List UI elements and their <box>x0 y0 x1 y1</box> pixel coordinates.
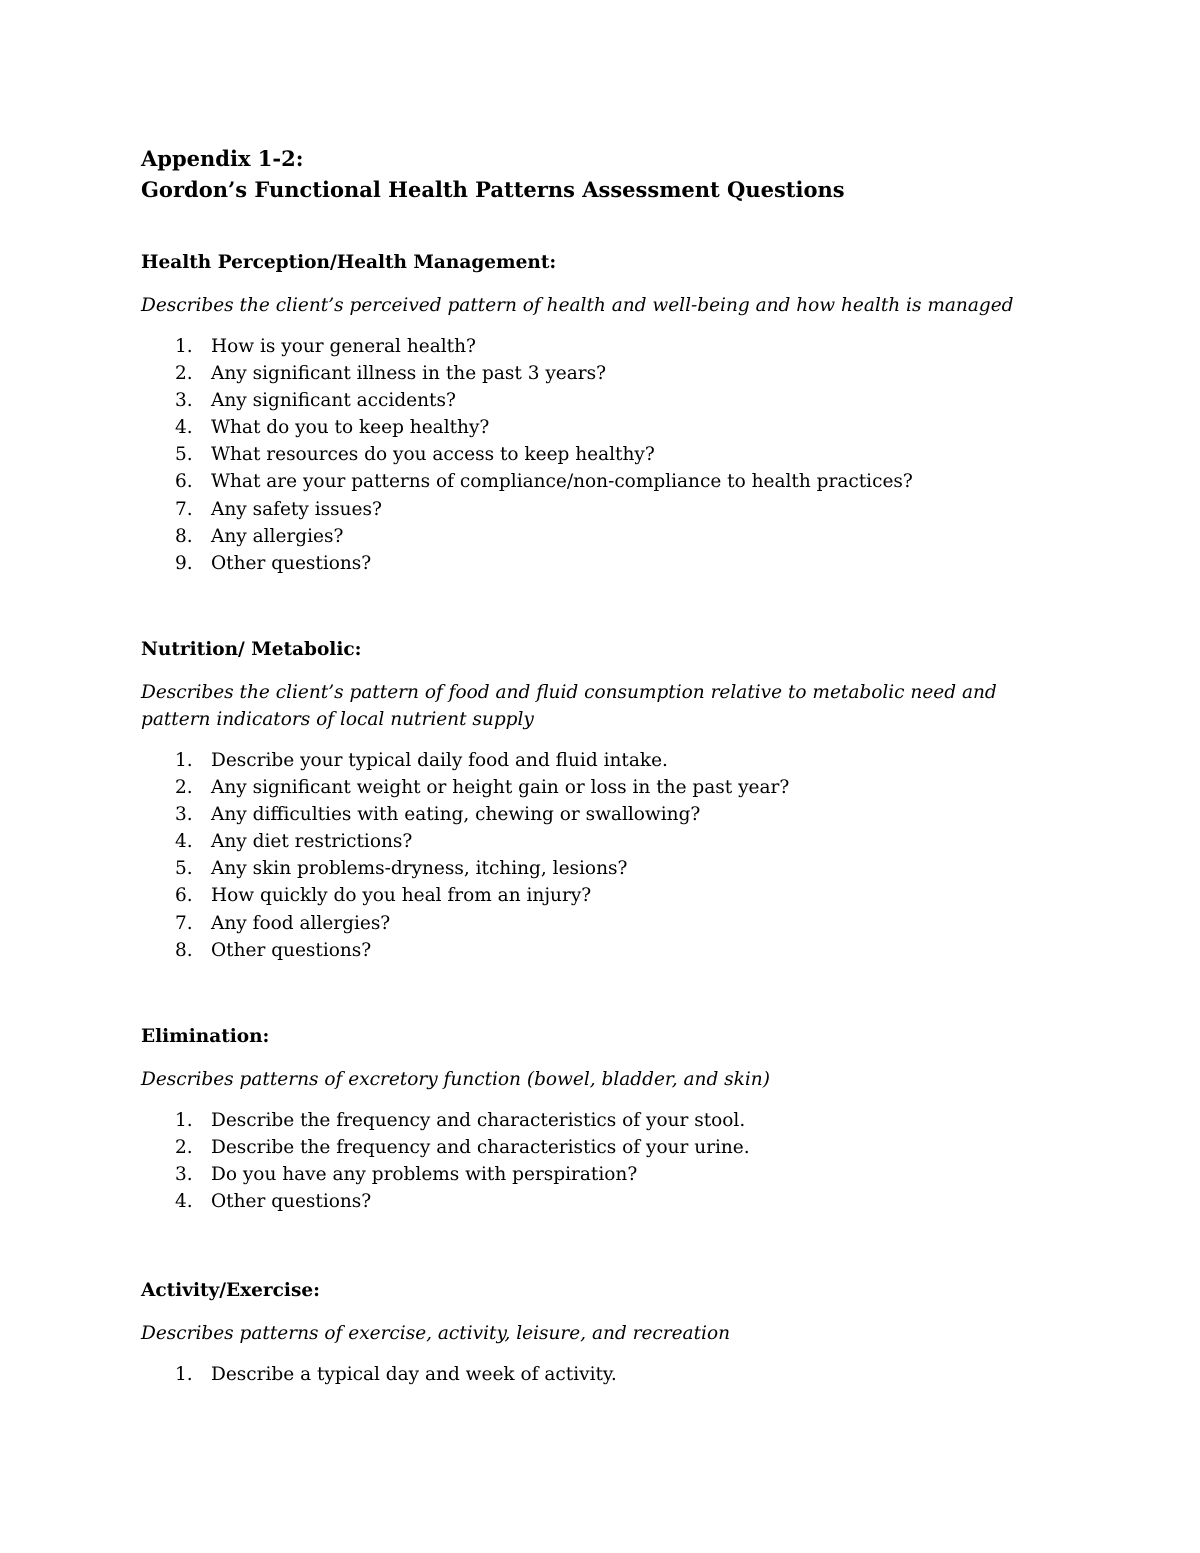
list-item: 2. Describe the frequency and characteristics of your urine. <box>175 1137 750 1159</box>
section-description: Describes the client’s pattern of food and fluid consumption relative to metabolic need and pattern indicators of local nutrient supply <box>141 682 997 730</box>
list-item: 1. Describe the frequency and characteristics of your stool. <box>175 1110 746 1131</box>
document-title <box>141 143 1041 205</box>
section-heading: Elimination: <box>141 1026 270 1047</box>
list-item: 7. Any food allergies? <box>175 912 391 934</box>
section-heading: Activity/Exercise: <box>141 1280 320 1301</box>
section-heading: Health Perception/Health Management: <box>141 252 557 273</box>
list-item: 3. Any difficulties with eating, chewing or swallowing? <box>175 804 701 826</box>
list-item: 2. Any significant illness in the past 3 years? <box>175 363 607 385</box>
list-item: 3. Any significant accidents? <box>175 390 456 412</box>
list-item: 9. Other questions? <box>175 552 372 574</box>
list-item: 4. Other questions? <box>175 1191 372 1213</box>
document-page <box>141 143 1041 1385</box>
list-item: 7. Any safety issues? <box>175 498 382 520</box>
question-list <box>141 333 1041 577</box>
section-health-perception <box>141 251 1041 577</box>
list-item: 1. Describe your typical daily food and fluid intake. <box>175 750 668 771</box>
section-elimination <box>141 1025 1041 1215</box>
list-item: 5. Any skin problems-dryness, itching, lesions? <box>175 858 628 880</box>
list-item: 1. How is your general health? <box>175 336 476 357</box>
list-item: 8. Any allergies? <box>175 525 344 547</box>
section-heading: Nutrition/ Metabolic: <box>141 639 362 660</box>
question-list <box>141 1107 1041 1215</box>
section-description: Describes patterns of excretory function (bowel, bladder, and skin) <box>141 1069 770 1090</box>
title-line-2: Gordon’s Functional Health Patterns Assessment Questions <box>141 177 845 202</box>
section-activity-exercise <box>141 1279 1041 1388</box>
list-item: 4. What do you to keep healthy? <box>175 417 490 439</box>
section-nutrition-metabolic <box>141 638 1041 964</box>
question-list <box>141 747 1041 964</box>
list-item: 6. What are your patterns of compliance/non-compliance to health practices? <box>175 471 913 493</box>
section-description: Describes patterns of exercise, activity, leisure, and recreation <box>141 1323 730 1344</box>
list-item: 2. Any significant weight or height gain or loss in the past year? <box>175 777 790 799</box>
list-item: 5. What resources do you access to keep healthy? <box>175 444 655 466</box>
list-item: 4. Any diet restrictions? <box>175 831 413 853</box>
list-item: 3. Do you have any problems with perspiration? <box>175 1164 638 1186</box>
question-list <box>141 1361 1041 1388</box>
list-item: 1. Describe a typical day and week of activity. <box>175 1364 617 1385</box>
list-item: 6. How quickly do you heal from an injury? <box>175 885 592 907</box>
list-item: 8. Other questions? <box>175 939 372 961</box>
title-line-1: Appendix 1-2: <box>141 146 304 171</box>
section-description: Describes the client’s perceived pattern of health and well-being and how health is managed <box>141 295 1014 316</box>
